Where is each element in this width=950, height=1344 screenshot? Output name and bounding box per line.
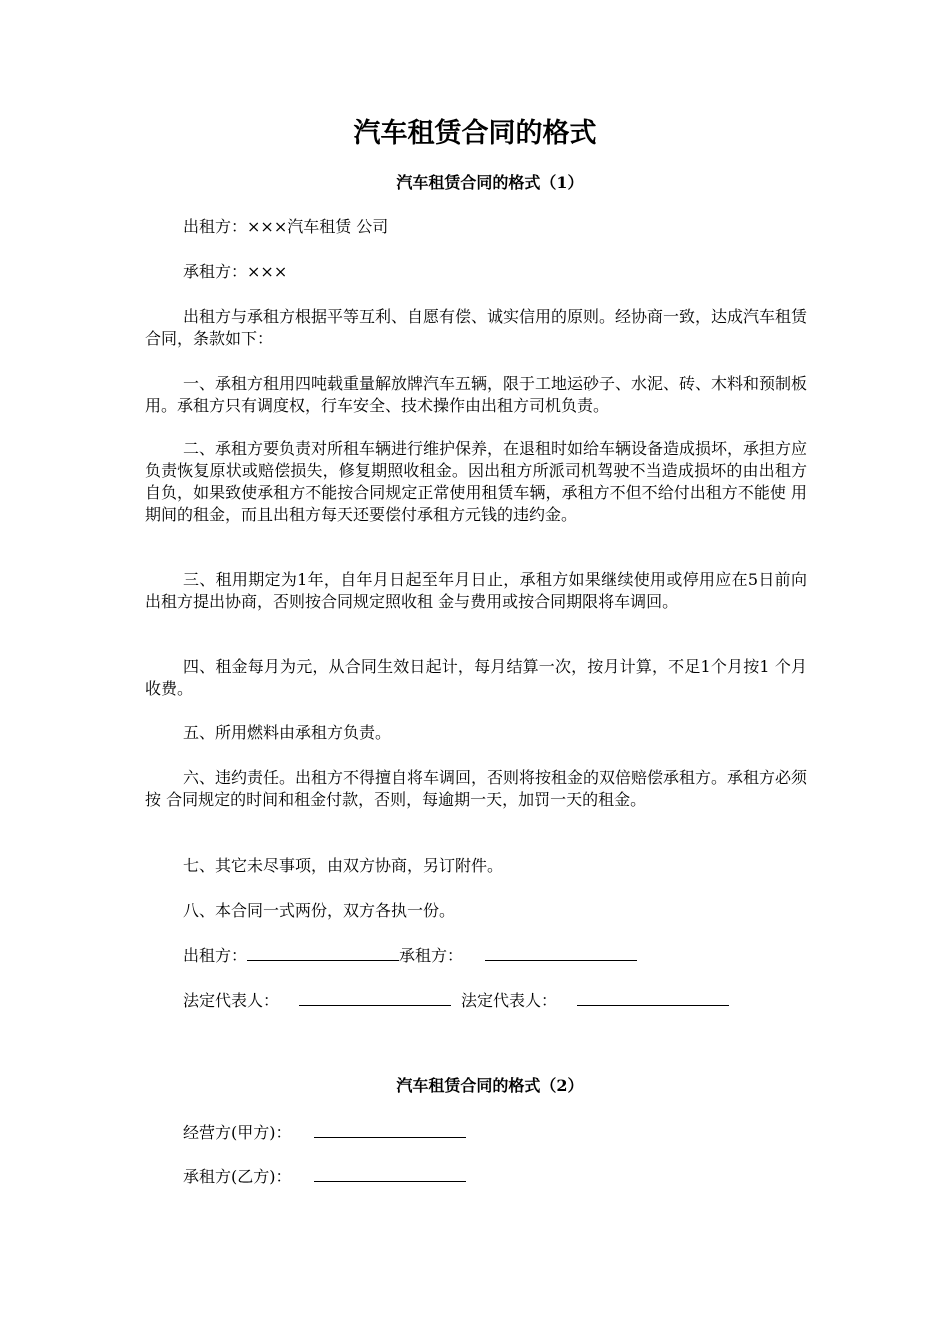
lessor-rep-blank [299,989,451,1006]
contract-1-heading: 汽车租赁合同的格式（1） [396,173,584,192]
clause-5: 五、所用燃料由承租方负责。 [183,723,392,742]
signature-row-parties [183,944,637,967]
clause-2: 二、承租方要负责对所租车辆进行维护保养，在退租时如给车辆设备造成损坏，承担方应负责恢复原状或赔偿损失，修复期照收租金。因出租方所派司机驾驶不当造成损坏的由出租方 自负，如果致使承租方不能按合同规定正常使用租赁车辆，承租方不但不给付出租方不能使 用期间的租金，而且出租方每天还要偿付承租方元钱的违约金。 [145,439,808,524]
lessee-party-label: 承租方(乙方)： [183,1167,292,1186]
operator-blank [314,1121,466,1138]
lessee-line: 承租方：××× [183,262,288,281]
lessor-signature-blank [247,944,399,961]
lessor-line: 出租方：×××汽车租赁 公司 [183,217,389,236]
lessee-rep-blank [577,989,729,1006]
lessee-party-row [183,1165,466,1188]
operator-label: 经营方(甲方)： [183,1123,292,1142]
document-title: 汽车租赁合同的格式 [353,118,597,149]
lessee-rep-label: 法定代表人： [461,991,558,1010]
lessee-party-blank [314,1165,466,1182]
clause-1: 一、承租方租用四吨载重量解放牌汽车五辆，限于工地运砂子、水泥、砖、木料和预制板用。承租方只有调度权，行车安全、技术操作由出租方司机负责。 [145,374,808,415]
clause-4: 四、租金每月为元，从合同生效日起计，每月结算一次，按月计算，不足1个月按1 个月收费。 [145,657,807,698]
contract-2-heading: 汽车租赁合同的格式（2） [396,1076,584,1095]
clause-6: 六、违约责任。出租方不得擅自将车调回，否则将按租金的双倍赔偿承租方。承租方必须按 合同规定的时间和租金付款，否则，每逾期一天，加罚一天的租金。 [145,768,808,809]
clause-3: 三、租用期定为1年，自年月日起至年月日止，承租方如果继续使用或停用应在5日前向出租方提出协商，否则按合同规定照收租 金与费用或按合同期限将车调回。 [145,570,807,611]
signature-row-representatives [183,989,729,1012]
lessor-signature-label: 出租方： [183,946,248,965]
clause-7: 七、其它未尽事项，由双方协商，另订附件。 [183,856,504,875]
intro-paragraph: 出租方与承租方根据平等互利、自愿有偿、诚实信用的原则。经协商一致，达成汽车租赁合同，条款如下： [145,307,808,348]
lessor-rep-label: 法定代表人： [183,991,280,1010]
lessee-signature-blank [485,944,637,961]
operator-party-row [183,1121,466,1144]
clause-8: 八、本合同一式两份，双方各执一份。 [183,901,456,920]
lessee-signature-label: 承租方： [399,946,464,965]
